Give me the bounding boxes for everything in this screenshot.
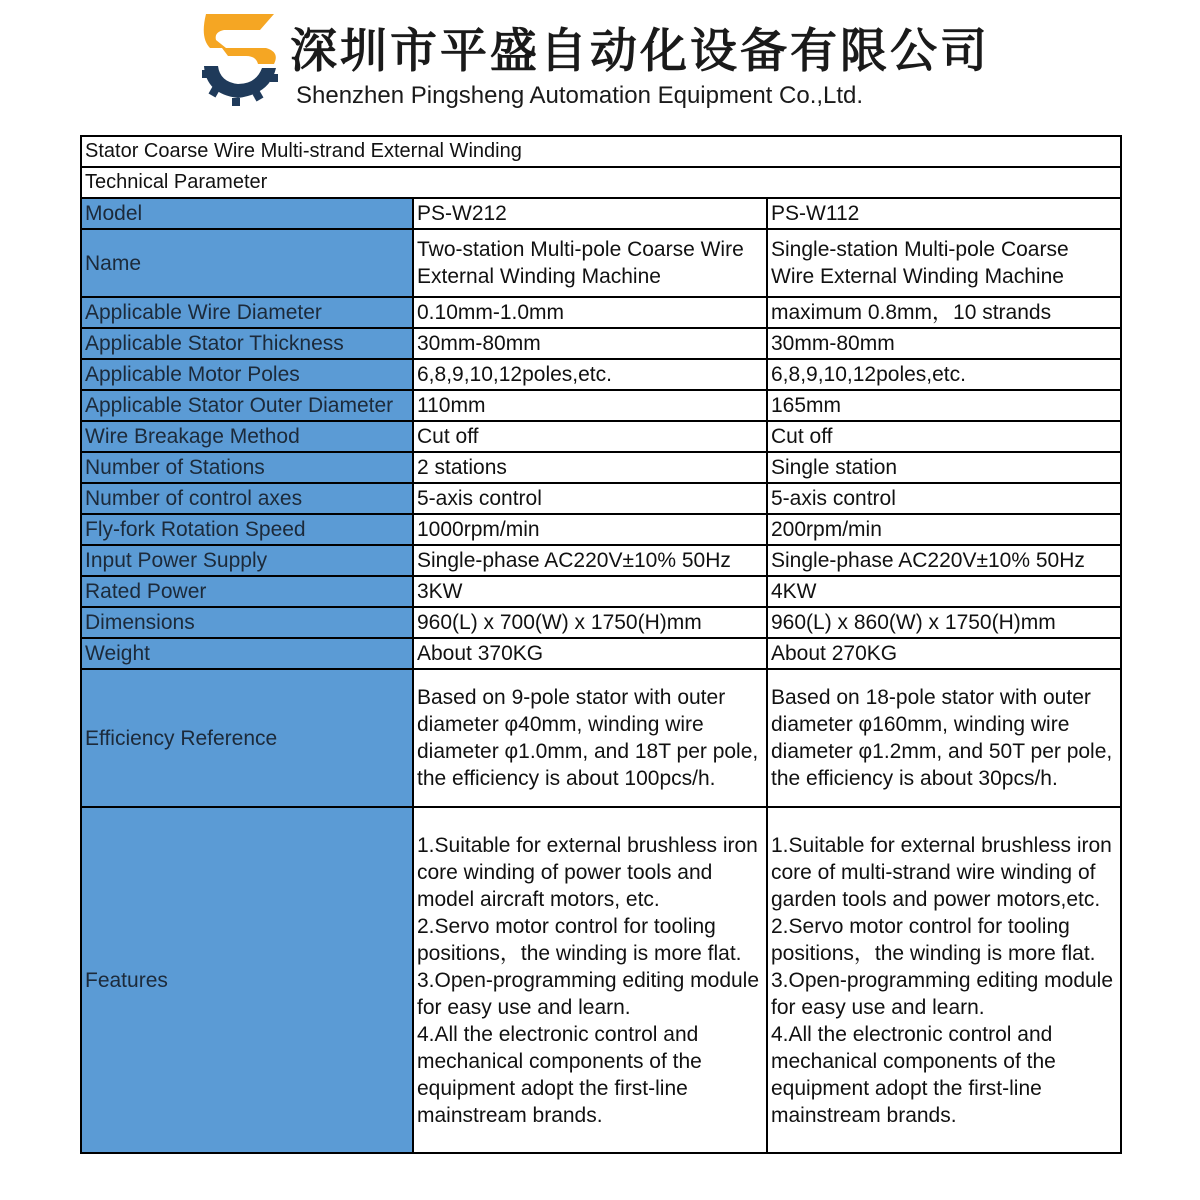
row-label: Applicable Motor Poles — [81, 359, 413, 390]
model-a-value: Cut off — [413, 421, 767, 452]
model-b-value: About 270KG — [767, 638, 1121, 669]
model-b-value: 1.Suitable for external brushless iron core of multi-strand wire winding of garden tools and power motors,etc. 2.Servo motor control for tooling positions，the winding is more flat. 3.Open-programming editing module for easy use and learn. 4.All the electronic control and mechanical components of the equipment adopt the first-line mainstream brands. — [767, 807, 1121, 1153]
model-b-value: 5-axis control — [767, 483, 1121, 514]
row-label: Model — [81, 198, 413, 229]
model-a-value: Single-phase AC220V±10% 50Hz — [413, 545, 767, 576]
model-b-value: 165mm — [767, 390, 1121, 421]
model-b-value: 200rpm/min — [767, 514, 1121, 545]
table-row — [81, 229, 1121, 297]
model-b-value: 4KW — [767, 576, 1121, 607]
table-row — [81, 576, 1121, 607]
company-name-en: Shenzhen Pingsheng Automation Equipment Co.,Ltd. — [296, 82, 864, 109]
model-a-value: 960(L) x 700(W) x 1750(H)mm — [413, 607, 767, 638]
table-row — [81, 198, 1121, 229]
row-label: Number of control axes — [81, 483, 413, 514]
company-name-cn: 深圳市平盛自动化设备有限公司 — [290, 24, 990, 79]
row-label: Dimensions — [81, 607, 413, 638]
row-label: Applicable Stator Outer Diameter — [81, 390, 413, 421]
row-label: Name — [81, 229, 413, 297]
table-row — [81, 483, 1121, 514]
model-b-value: Single station — [767, 452, 1121, 483]
model-a-value: About 370KG — [413, 638, 767, 669]
model-b-value: Single-station Multi-pole Coarse Wire External Winding Machine — [767, 229, 1121, 297]
table-row — [81, 297, 1121, 328]
row-label: Number of Stations — [81, 452, 413, 483]
table-row — [81, 452, 1121, 483]
table-row — [81, 545, 1121, 576]
model-a-value: 110mm — [413, 390, 767, 421]
model-a-value: 0.10mm-1.0mm — [413, 297, 767, 328]
model-a-value: 30mm-80mm — [413, 328, 767, 359]
row-label: Efficiency Reference — [81, 669, 413, 807]
table-title: Stator Coarse Wire Multi-strand External Winding — [81, 136, 1121, 167]
model-a-value: 2 stations — [413, 452, 767, 483]
model-b-value: 6,8,9,10,12poles,etc. — [767, 359, 1121, 390]
table-row — [81, 607, 1121, 638]
model-a-value: 5-axis control — [413, 483, 767, 514]
model-a-value: 3KW — [413, 576, 767, 607]
model-b-value: PS-W112 — [767, 198, 1121, 229]
table-row — [81, 514, 1121, 545]
model-b-value: Cut off — [767, 421, 1121, 452]
model-b-value: 960(L) x 860(W) x 1750(H)mm — [767, 607, 1121, 638]
row-label: Features — [81, 807, 413, 1153]
table-row — [81, 638, 1121, 669]
table-row — [81, 669, 1121, 807]
model-b-value: maximum 0.8mm，10 strands — [767, 297, 1121, 328]
model-a-value: Based on 9-pole stator with outer diameter φ40mm, winding wire diameter φ1.0mm, and 18T per pole, the efficiency is about 100pcs/h. — [413, 669, 767, 807]
table-row — [81, 421, 1121, 452]
row-label: Wire Breakage Method — [81, 421, 413, 452]
model-a-value: PS-W212 — [413, 198, 767, 229]
model-a-value: 1.Suitable for external brushless iron core winding of power tools and model aircraft motors, etc. 2.Servo motor control for tooling positions，the winding is more flat. 3.Open-programming editing module for easy use and learn. 4.All the electronic control and mechanical components of the equipment adopt the first-line mainstream brands. — [413, 807, 767, 1153]
row-label: Fly-fork Rotation Speed — [81, 514, 413, 545]
table-subtitle: Technical Parameter — [81, 167, 1121, 198]
table-row — [81, 390, 1121, 421]
table-row — [81, 328, 1121, 359]
model-b-value: Single-phase AC220V±10% 50Hz — [767, 545, 1121, 576]
row-label: Applicable Stator Thickness — [81, 328, 413, 359]
row-label: Applicable Wire Diameter — [81, 297, 413, 328]
model-a-value: 1000rpm/min — [413, 514, 767, 545]
model-a-value: 6,8,9,10,12poles,etc. — [413, 359, 767, 390]
row-label: Rated Power — [81, 576, 413, 607]
row-label: Input Power Supply — [81, 545, 413, 576]
table-row — [81, 807, 1121, 1153]
row-label: Weight — [81, 638, 413, 669]
gear-logo-icon — [196, 8, 288, 108]
model-a-value: Two-station Multi-pole Coarse Wire External Winding Machine — [413, 229, 767, 297]
model-b-value: 30mm-80mm — [767, 328, 1121, 359]
table-row — [81, 359, 1121, 390]
company-header — [0, 0, 1200, 130]
spec-table — [80, 135, 1122, 1154]
model-b-value: Based on 18-pole stator with outer diameter φ160mm, winding wire diameter φ1.2mm, and 50T per pole, the efficiency is about 30pcs/h. — [767, 669, 1121, 807]
